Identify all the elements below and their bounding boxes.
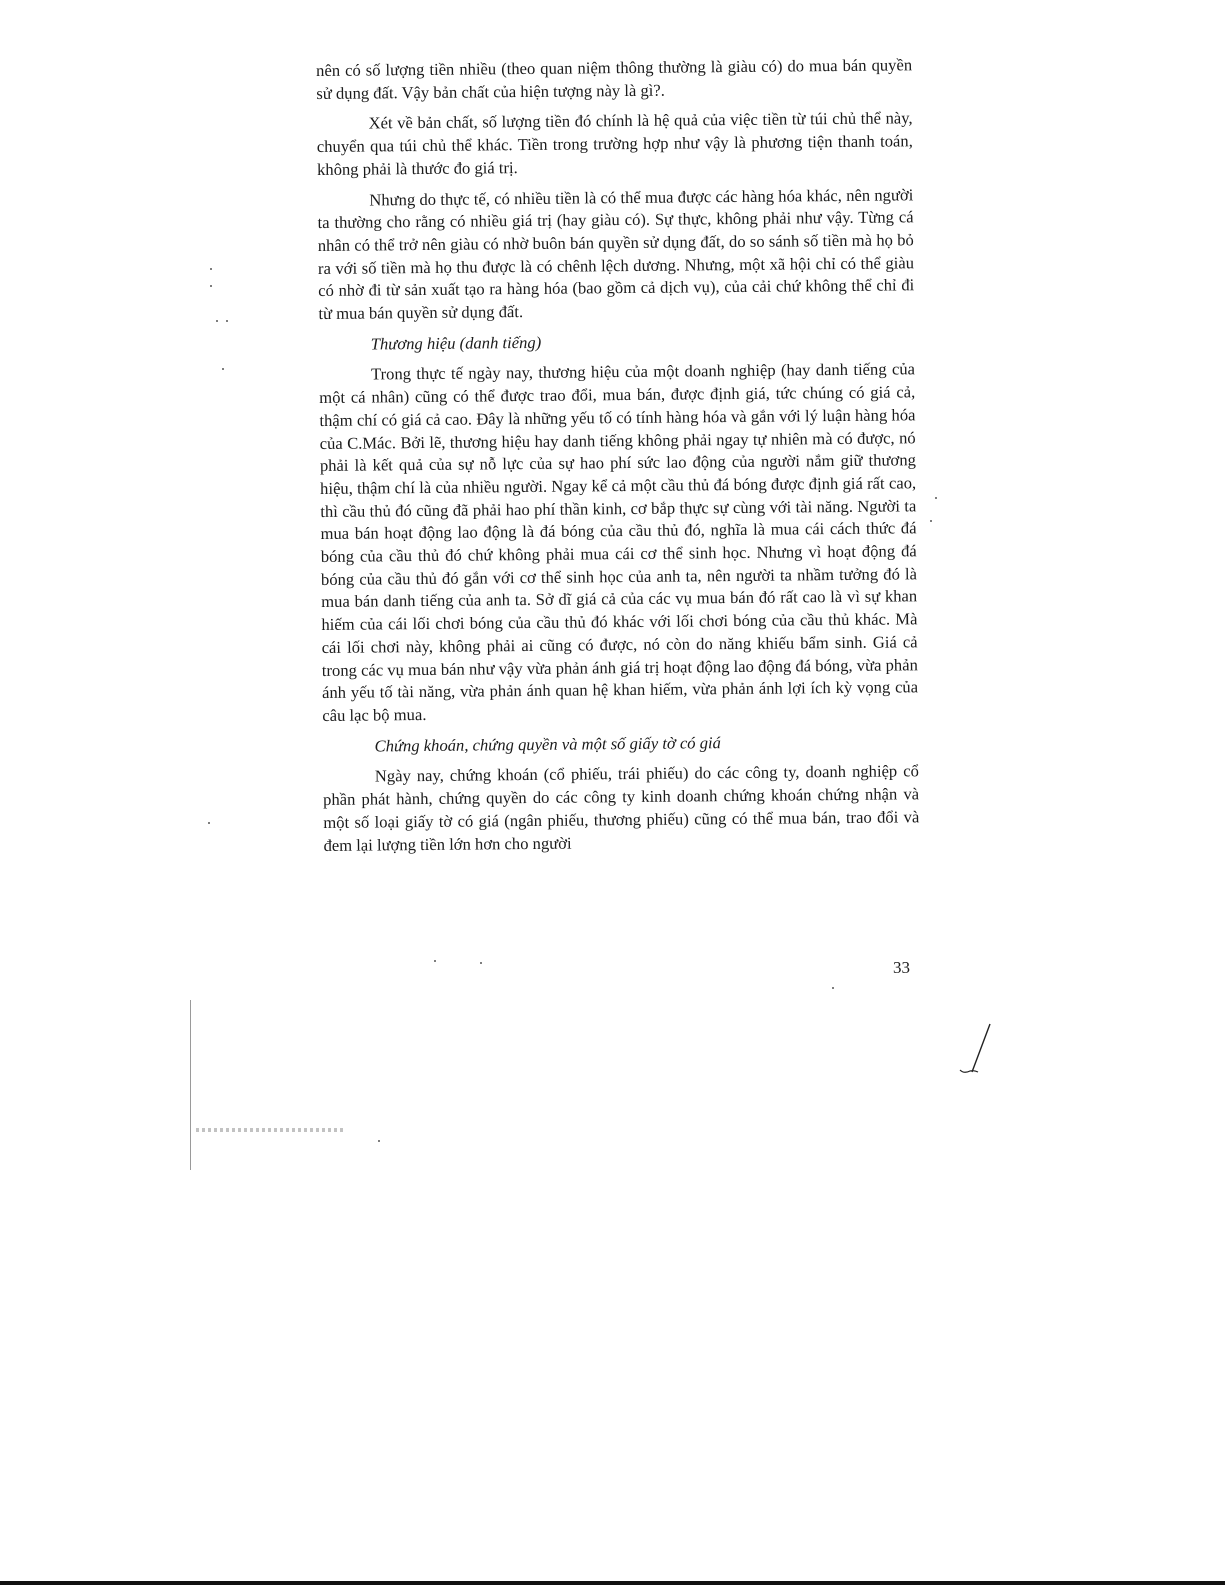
paragraph-5: Ngày nay, chứng khoán (cổ phiếu, trái phiếu) do các công ty, doanh nghiệp cổ phần phát hành, chứng quyền do các công ty kinh doanh chứng khoán chứng nhận và một số loại giấy tờ có giá (ngân phiếu, thương phiếu) cũng có thể mua bán, trao đổi và đem lại lượng tiền lớn hơn cho người [323, 761, 920, 855]
body-text [316, 54, 920, 865]
scan-speck [216, 320, 218, 322]
scan-speck [226, 320, 228, 322]
paragraph-1: nên có số lượng tiền nhiều (theo quan niệm thông thường là giàu có) do mua bán quyền sử dụng đất. Vậy bản chất của hiện tượng này là gì?. [316, 55, 913, 103]
section-heading-securities: Chứng khoán, chứng quyền và một số giấy tờ có giá [374, 732, 722, 756]
scan-edge-line [190, 1000, 191, 1170]
paragraph-4: Trong thực tế ngày nay, thương hiệu của một doanh nghiệp (hay danh tiếng của một cá nhân) cũng có thể được trao đổi, mua bán, được định giá, tức chúng có giá cả, thậm chí có giá cả cao. Đây là những yếu tố có tính hàng hóa và gắn với lý luận hàng hóa của C.Mác. Bởi lẽ, thương hiệu hay danh tiếng không phải ngay tự nhiên mà có được, nó phải là kết quả của sự nỗ lực của sự hao phí sức lao động của người nắm giữ thương hiệu, thậm chí là của nhiều người. Ngay kể cả một cầu thủ đá bóng được định giá rất cao, thì cầu thủ đó cũng đã phải hao phí thần kinh, cơ bắp thực sự cùng với tài năng. Người ta mua bán hoạt động lao động là đá bóng của cầu thủ đó, nghĩa là mua cái cách thức đá bóng của cầu thủ đó chứ không phải mua cái cơ thể sinh học. Nhưng vì hoạt động đá bóng của cầu thủ đó gắn với cơ thể sinh học của anh ta, nên người ta nhầm tưởng đó là mua bán danh tiếng của anh ta. Sở dĩ giá cả của các vụ mua bán đó rất cao là vì sự khan hiếm của cái lối chơi bóng của cầu thủ đó khác với lối chơi bóng của cầu thủ khác. Mà cái lối chơi này, không phải ai cũng có được, nó còn do năng khiếu bẩm sinh. Giá cả trong các vụ mua bán như vậy vừa phản ánh giá trị hoạt động lao động đá bóng, vừa phản ánh yếu tố tài năng, vừa phản ánh quan hệ khan hiếm, vừa phản ánh lợi ích kỳ vọng của câu lạc bộ mua. [319, 359, 919, 725]
scan-speck [935, 497, 937, 499]
scan-speck [480, 962, 482, 964]
scan-bottom-edge [0, 1581, 1225, 1585]
scan-speck [378, 1140, 380, 1142]
scan-speck [210, 268, 212, 270]
section-heading-trademark: Thương hiệu (danh tiếng) [370, 332, 542, 354]
scan-speck [208, 822, 210, 824]
scan-speck [434, 960, 436, 962]
scan-speck [222, 368, 224, 370]
pen-check-mark [950, 1020, 1000, 1080]
scan-speck [832, 987, 834, 989]
scan-speck [930, 520, 932, 522]
paragraph-2: Xét về bản chất, số lượng tiền đó chính là hệ quả của việc tiền từ túi chủ thể này, chuyển qua túi chủ thể khác. Tiền trong trường hợp như vậy là phương tiện thanh toán, không phải là thước đo giá trị. [316, 108, 913, 179]
page-number: 33 [893, 958, 910, 977]
scan-speck [210, 285, 212, 287]
scan-smudge [196, 1128, 346, 1132]
paragraph-3: Nhưng do thực tế, có nhiều tiền là có thể mua được các hàng hóa khác, nên người ta thường cho rằng có nhiều giá trị (hay giàu có). Sự thực, không phải như vậy. Từng cá nhân có thể trở nên giàu có nhờ buôn bán quyền sử dụng đất, do so sánh số tiền mà họ bỏ ra với số tiền mà họ thu được là có chênh lệch dương. Nhưng, một xã hội chỉ có thể giàu có nhờ đi từ sản xuất tạo ra hàng hóa (bao gồm cả dịch vụ), của cải chứ không thể chỉ đi từ mua bán quyền sử dụng đất. [317, 184, 915, 324]
